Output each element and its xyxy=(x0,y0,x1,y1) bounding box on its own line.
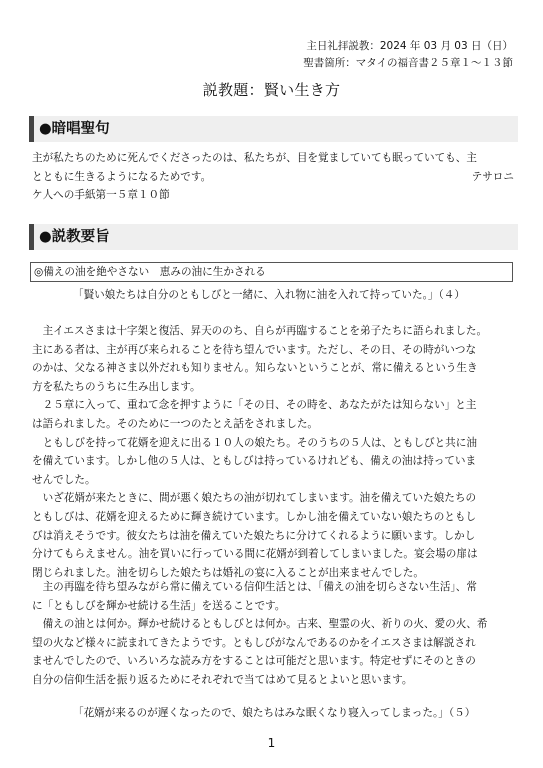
body-line: びは消えそうです。彼女たちは油を備えていた娘たちに分けてくれるように願います。しかし xyxy=(32,529,476,542)
body-line: に「ともしびを輝かせ続ける生活」を送ることです。 xyxy=(32,599,286,612)
memory-verse-heading: ●暗唱聖句 xyxy=(29,116,518,142)
memory-verse-text xyxy=(32,149,514,205)
body-line: のかは、父なる神さま以外だれも知りません。知らないということが、常に備えるという生き xyxy=(32,362,478,375)
summary-body-part1 xyxy=(32,322,514,582)
scripture-quote: 「花婿が来るのが遅くなったので、娘たちはみな眠くなり寝入ってしまった。」（５） xyxy=(73,707,476,719)
body-line: 主にある者は、主が再び来られることを待ち望んでいます。ただし、その日、その時がいつな xyxy=(32,343,477,356)
body-line: 望の火など様々に読まれてきたようです。ともしびがなんであるのかをイエスさまは解説され xyxy=(32,636,476,649)
body-line: 自分の信仰生活を振り返るためにそれぞれで当てはめて見るとよいと思います。 xyxy=(32,673,413,686)
page-number: 1 xyxy=(267,736,276,750)
body-line: ２５章に入って、重ねて念を押すように「その日、その時を、あなたがたは知らない」と主 xyxy=(32,399,477,412)
body-line: 閉じられました。油を切らした娘たちは婚礼の宴に入ることが出来ませんでした。 xyxy=(32,566,424,579)
memory-verse-citation: テサロニ xyxy=(471,170,514,183)
memory-verse-line: 主が私たちのために死んでくださったのは、私たちが、目を覚ましていても眠っていても、主 xyxy=(32,152,477,164)
body-line: 主の再臨を待ち望みながら常に備えている信仰生活とは、「備えの油を切らさない生活」、常 xyxy=(32,581,477,593)
body-line: を備えています。しかし他の５人は、ともしびは持っているけれども、備えの油は持っていま xyxy=(32,455,477,468)
body-line: ともしびを持って花婿を迎えに出る１０人の娘たち。そのうちの５人は、ともしびと共に油 xyxy=(32,436,477,449)
body-line: ませんでしたので、いろいろな読み方をすることは可能だと思います。特定せずにそのときの xyxy=(32,655,476,668)
body-line: は語られました。そのために一つのたとえ話をされました。 xyxy=(32,417,319,430)
sermon-title: 説教題：賢い生き方 xyxy=(202,81,341,99)
body-line: いざ花婿が来たときに、間が悪く娘たちの油が切れてしまいます。油を備えていた娘たちの xyxy=(32,492,477,505)
body-line: 主イエスさまは十字架と復活、昇天ののち、自らが再臨することを弟子たちに語られました。 xyxy=(32,325,488,337)
scripture-quote: 「賢い娘たちは自分のともしびと一緒に、入れ物に油を入れて持っていた。」（４） xyxy=(73,289,465,301)
topic-box: ◎備えの油を絶やさない 恵みの油に生かされる xyxy=(30,262,513,282)
body-line: せんでした。 xyxy=(32,473,96,486)
sermon-summary-heading: ●説教要旨 xyxy=(29,224,518,250)
memory-verse-citation-cont: ケ人への手紙第一５章１０節 xyxy=(32,189,170,202)
memory-verse-line: とともに生きるようになるためです。 xyxy=(32,170,212,183)
body-line: 方を私たちのうちに生み出します。 xyxy=(32,380,201,393)
service-date: 主日礼拝説教：2024 年 03 月 03 日（日） xyxy=(306,40,513,52)
summary-body-part2 xyxy=(32,578,514,690)
scripture-reference: 聖書箇所：マタイの福音書２５章１～１３節 xyxy=(303,57,513,69)
body-line: 分けてもらえません。油を買いに行っている間に花婿が到着してしまいました。宴会場の扉は xyxy=(32,548,478,561)
body-line: 備えの油とは何か。輝かせ続けるともしびとは何か。古来、聖霊の火、祈りの火、愛の火、希 xyxy=(32,618,488,631)
body-line: ともしびは、花婿を迎えるために輝き続けています。しかし油を備えていない娘たちのともし xyxy=(32,510,477,523)
